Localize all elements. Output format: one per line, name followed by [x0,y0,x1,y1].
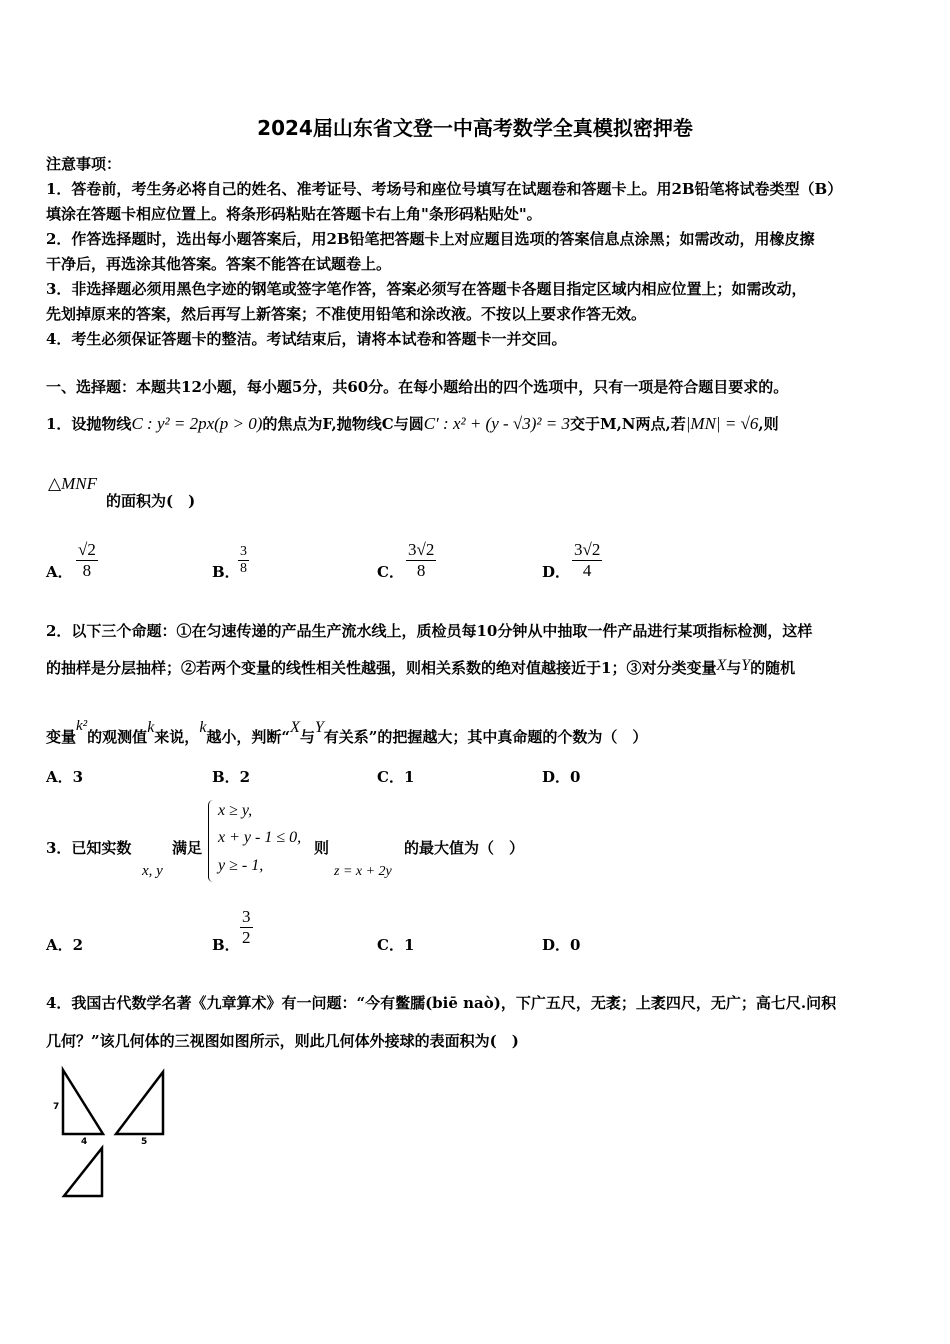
three-view-figure [46,1062,176,1204]
q2-text: 变量 [46,728,77,746]
q1-text: 1．设抛物线 [46,415,132,433]
q2-text: 的观测值 [87,728,148,746]
q3-objective: z = x + 2y [334,864,392,879]
q1-option-a-label: A． [46,563,73,581]
width-label-4: 4 [81,1137,88,1147]
fraction-denominator: 8 [416,561,426,580]
q2-var-x: X [716,657,727,674]
q2-text: 的随机 [750,659,796,677]
top-view-triangle [64,1148,102,1196]
q1-parabola: C : y² = 2px(p > 0) [131,414,263,433]
q2-text: 来说， [154,728,200,746]
front-view-triangle [63,1070,103,1134]
q2-text: 与 [726,659,742,677]
q2-option-d: D．0 [542,768,581,786]
q3-brace [208,800,213,882]
q3-text: 的最大值为（ ） [404,839,525,857]
notice-line: 先划掉原来的答案，然后再写上新答案；不准使用铅笔和涂改液。不按以上要求作答无效。 [46,305,647,323]
notice-line: 1．答卷前，考生务必将自己的姓名、准考证号、考场号和座位号填写在试题卷和答题卡上。用2B铅笔将试卷类型（B） [46,180,843,198]
q4-line: 4．我国古代数学名著《九章算术》有一问题：“今有鳖臑(biē naò)，下广五尺，无袤；上袤四尺，无广；高七尺.问积 [46,994,837,1012]
fraction-numerator: 3√2 [574,540,601,559]
q2-k-squared: k² [76,718,88,734]
q4-line: 几何？”该几何体的三视图如图所示，则此几何体外接球的表面积为( ) [46,1032,519,1050]
q1-text: 交于M,N两点,若 [569,415,686,433]
q1-option-d-label: D． [542,563,571,581]
q1-option-a [76,540,98,581]
q2-text: 越小，判断“ [206,728,291,746]
q1-triangle: △MNF [48,474,97,493]
q3-option-c: C．1 [377,936,415,954]
q3-constraint: y ≥ - 1, [218,857,264,874]
notice-line: 3．非选择题必须用黑色字迹的钢笔或签字笔作答，答案必须写在答题卡各题目指定区域内相应位置上；如需改动， [46,280,807,298]
page-title: 2024届山东省文登一中高考数学全真模拟密押卷 [257,116,693,140]
notice-line: 填涂在答题卡相应位置上。将条形码粘贴在答题卡右上角"条形码粘贴处"。 [46,205,542,223]
q1-option-c [406,540,436,581]
q2-var-y: Y [741,657,751,674]
q1-circle: C′ : x² + (y - √3)² = 3 [423,414,570,433]
q2-option-c: C．1 [377,768,415,786]
notice-line: 干净后，再选涂其他答案。答案不能答在试题卷上。 [46,255,392,273]
q3-constraint: x ≥ y, [218,802,253,819]
q2-var-x: X [290,719,300,736]
fraction-numerator: 3 [242,907,251,926]
fraction-numerator: √2 [78,540,96,559]
q3-option-a: A．2 [46,936,84,954]
height-label: 7 [53,1102,60,1112]
q2-text: 与 [299,728,315,746]
q1-text: 的面积为( ) [106,492,196,510]
fraction-denominator: 8 [82,561,92,580]
q1-option-d [572,540,602,581]
fraction-denominator: 8 [240,561,247,576]
q2-text: 有关系”的把握越大；其中真命题的个数为（ ） [323,728,648,746]
notice-line: 2．作答选择题时，选出每小题答案后，用2B铅笔把答题卡上对应题目选项的答案信息点涂黑；如需改动，用橡皮擦 [46,230,815,248]
q2-option-a: A．3 [46,768,84,786]
q1-text: ,则 [758,415,779,433]
notice-line: 4．考生必须保证答题卡的整洁。考试结束后，请将本试卷和答题卡一并交回。 [46,330,567,348]
q2-text: 的抽样是分层抽样；②若两个变量的线性相关性越强，则相关系数的绝对值越接近于1；③对分类变量 [46,659,717,677]
q3-vars: x, y [142,863,163,879]
q3-text: 则 [314,839,330,857]
fraction-numerator: 3 [240,544,247,559]
width-label-5: 5 [141,1137,148,1147]
q3-constraint: x + y - 1 ≤ 0, [218,829,302,846]
q3-option-d: D．0 [542,936,581,954]
q3-option-b [240,907,253,948]
fraction-denominator: 4 [582,561,592,580]
q2-var-y: Y [314,719,324,736]
q2-option-b: B．2 [212,768,251,786]
q1-mn: |MN| = √6 [685,414,759,433]
q1-option-b [238,544,249,577]
q1-text: 的焦点为F,抛物线C与圆 [262,415,424,433]
question-1 [46,413,779,434]
q3-option-b-label: B． [212,936,240,954]
q2-line [46,657,795,678]
q1-option-b-label: B． [212,563,240,581]
q2-line [46,718,647,747]
q1-option-c-label: C． [377,563,404,581]
q2-k: k [199,719,207,736]
fraction-numerator: 3√2 [408,540,435,559]
q3-text: 3．已知实数 [46,839,132,857]
notice-heading: 注意事项： [46,155,122,173]
q2-line: 2．以下三个命题：①在匀速传递的产品生产流水线上，质检员每10分钟从中抽取一件产品进行某项指标检测，这样 [46,622,813,640]
notice [46,152,908,352]
fraction-denominator: 2 [242,928,251,947]
q2-k: k [147,719,155,736]
section-heading: 一、选择题：本题共12小题，每小题5分，共60分。在每小题给出的四个选项中，只有一项是符合题目要求的。 [46,378,789,396]
q3-text: 满足 [172,839,203,857]
side-view-triangle [116,1072,163,1134]
